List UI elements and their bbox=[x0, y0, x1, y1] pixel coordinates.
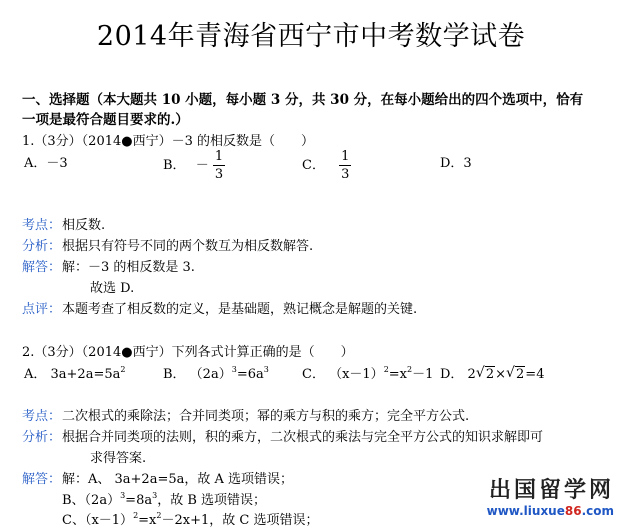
question-1-stem: 1.（3分）（2014●西宁）－3 的相反数是（ ） bbox=[22, 134, 315, 149]
fraction-numerator: 1 bbox=[341, 149, 350, 164]
q2-option-d-mid: × bbox=[495, 367, 507, 382]
q2-option-b-exp1: 3 bbox=[231, 365, 237, 374]
q1-fenxi-text: 根据只有符号不同的两个数互为相反数解答. bbox=[62, 239, 314, 254]
q2-jieda-b-exp1: 3 bbox=[120, 491, 126, 500]
q1-kaodian-label: 考点： bbox=[22, 218, 62, 233]
document-title: 2014年青海省西宁市中考数学试卷 bbox=[96, 21, 526, 52]
q2-jieda-c-exp1: 2 bbox=[133, 511, 139, 520]
q1-fenxi-label: 分析： bbox=[22, 239, 62, 254]
q1-option-b-prefix: B． bbox=[163, 158, 186, 173]
sqrt-radicand: 2 bbox=[485, 367, 495, 382]
watermark-url-post: .com bbox=[581, 504, 614, 518]
fraction-denominator: 3 bbox=[214, 167, 224, 182]
q2-jieda-b-text: B、（2a） bbox=[62, 493, 121, 508]
q2-jieda-b-post: ，故 B 选项错误； bbox=[157, 493, 267, 508]
q1-option-d: D．3 bbox=[440, 156, 472, 171]
q1-jieda-label: 解答： bbox=[22, 260, 62, 275]
q2-jieda-line-b bbox=[62, 489, 266, 508]
q2-kaodian-text: 二次根式的乘除法；合并同类项；幂的乘方与积的乘方；完全平方公式. bbox=[62, 409, 470, 424]
q2-option-c-mid: =x bbox=[388, 367, 408, 382]
q1-option-b bbox=[163, 150, 225, 181]
q2-option-b bbox=[163, 363, 269, 382]
section-heading-line2: 一项是最符合题目要求的.） bbox=[22, 112, 189, 128]
q2-jieda-c-post: －2x+1，故 C 选项错误； bbox=[161, 513, 319, 528]
q1-jieda-text-1: 解：－3 的相反数是 3. bbox=[62, 260, 195, 275]
q2-option-c-exp1: 2 bbox=[383, 365, 389, 374]
q2-jieda-b-mid: =8a bbox=[125, 493, 153, 508]
q2-option-a-exponent: 2 bbox=[120, 365, 126, 374]
q2-jieda-c-exp2: 2 bbox=[156, 511, 162, 520]
q2-option-b-text: B． （2a） bbox=[163, 367, 232, 382]
q2-option-c-post: －1 bbox=[412, 367, 434, 382]
watermark-url-red: 86 bbox=[564, 504, 582, 518]
q1-jieda-text-2: 故选 D. bbox=[90, 281, 135, 296]
q1-dianping-label: 点评： bbox=[22, 302, 62, 317]
sqrt-symbol bbox=[476, 367, 495, 382]
watermark-title: 出国留学网 bbox=[488, 478, 614, 503]
q2-jieda-label: 解答： bbox=[22, 472, 62, 487]
q2-jieda-b-exp2: 3 bbox=[152, 491, 158, 500]
fraction-denominator: 3 bbox=[341, 167, 350, 182]
q2-fenxi-label: 分析： bbox=[22, 430, 62, 445]
watermark-url-pre: www.liuxue bbox=[486, 504, 565, 518]
q2-option-b-mid: =6a bbox=[236, 367, 264, 382]
q1-option-c-prefix: C． bbox=[302, 158, 325, 173]
q2-jieda-line-a: 解：A、 3a+2a=5a，故 A 选项错误； bbox=[62, 472, 294, 487]
q2-option-c-text: C． （x－1） bbox=[302, 367, 384, 382]
sqrt-symbol bbox=[506, 367, 525, 382]
q1-dianping-text: 本题考查了相反数的定义，是基础题，熟记概念是解题的关键. bbox=[62, 302, 418, 317]
q1-option-c bbox=[302, 150, 351, 181]
q2-option-a bbox=[24, 363, 125, 382]
q1-option-b-sign: － bbox=[195, 158, 209, 173]
q2-option-d bbox=[440, 363, 544, 382]
section-heading-line1: 一、选择题（本大题共 10 小题，每小题 3 分，共 30 分，在每小题给出的四个选项中，恰有 bbox=[22, 92, 584, 108]
q2-option-c-exp2: 2 bbox=[407, 365, 413, 374]
q2-kaodian-label: 考点： bbox=[22, 409, 62, 424]
q2-option-d-post: =4 bbox=[525, 367, 545, 382]
q2-jieda-c-text: C、（x－1） bbox=[62, 513, 134, 528]
q2-option-b-exp2: 3 bbox=[263, 365, 269, 374]
fraction-numerator: 1 bbox=[214, 149, 224, 164]
q2-option-d-text: D． 2 bbox=[440, 367, 476, 382]
q2-fenxi-text-1: 根据合并同类项的法则，积的乘方，二次根式的乘法与完全平方公式的知识求解即可 bbox=[62, 430, 544, 445]
watermark-url bbox=[487, 504, 614, 518]
q1-option-c-fraction bbox=[339, 150, 351, 181]
q1-kaodian-text: 相反数. bbox=[62, 218, 106, 233]
sqrt-radicand: 2 bbox=[516, 367, 525, 382]
q2-option-c bbox=[302, 363, 433, 382]
question-2-stem: 2.（3分）（2014●西宁）下列各式计算正确的是（ ） bbox=[22, 345, 354, 360]
q2-jieda-c-mid: =x bbox=[138, 513, 157, 528]
site-watermark bbox=[487, 473, 614, 518]
q1-option-a: A．－3 bbox=[24, 156, 68, 171]
q2-jieda-line-c bbox=[62, 509, 318, 528]
q2-option-a-text: A． 3a+2a=5a bbox=[24, 367, 121, 382]
q1-option-b-fraction bbox=[213, 150, 225, 181]
q2-fenxi-text-2: 求得答案. bbox=[90, 451, 147, 466]
